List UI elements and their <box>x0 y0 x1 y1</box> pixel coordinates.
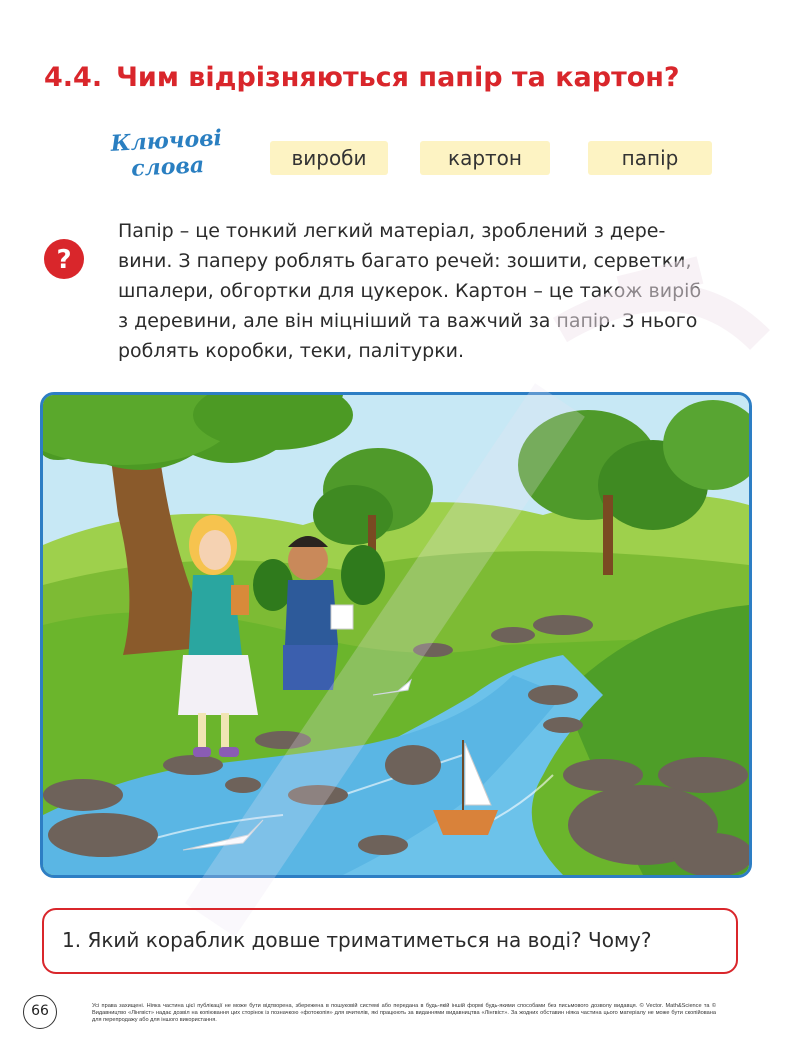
section-number: 4.4. <box>44 62 103 93</box>
keywords-label <box>101 125 234 184</box>
keywords-label-line2: слова <box>130 152 205 182</box>
intro-line: Папір – це тонкий легкий матеріал, зроблений з дере- <box>118 220 666 242</box>
keyword-chip-vyroby: вироби <box>270 141 388 175</box>
intro-line: з деревини, але він міцніший та важчий за папір. З нього <box>118 310 698 332</box>
stream-illustration <box>43 395 749 875</box>
copyright-notice: Усі права захищені. Ніяка частина цієї публікації не може бути відтворена, збережена в пошуковій системі або передана в будь-якій іншій формі будь-якими способами без письмового дозволу видавця. © Vector. Math&Science та © Видавництво «Лінгвіст» надає дозвіл на копіювання цих сторінок із позначкою «фотокопія» для вчителів, які працюють за виданнями видавництва «Лінгвіст». За жодних обставин ніяка частина цього матеріалу не може бути скопійована для перепродажу або для іншого використання. <box>92 1003 716 1023</box>
intro-line: роблять коробки, теки, палітурки. <box>118 340 465 362</box>
question-text: 1. Який кораблик довше триматиметься на воді? Чому? <box>62 928 652 952</box>
svg-text:?: ? <box>56 245 72 275</box>
keywords-label-line1: Ключові <box>110 125 223 157</box>
page-title <box>44 62 680 93</box>
illustration-frame <box>40 392 752 878</box>
intro-line: шпалери, обгортки для цукерок. Картон – це також виріб <box>118 280 702 302</box>
keyword-chip-karton: картон <box>420 141 550 175</box>
section-title: Чим відрізняються папір та картон? <box>116 62 680 93</box>
keyword-chip-papir: папір <box>588 141 712 175</box>
page-number: 66 <box>23 995 57 1029</box>
question-box <box>42 908 738 974</box>
intro-paragraph <box>118 216 756 366</box>
intro-line: вини. З паперу роблять багато речей: зошити, серветки, <box>118 250 692 272</box>
question-icon <box>42 237 86 281</box>
